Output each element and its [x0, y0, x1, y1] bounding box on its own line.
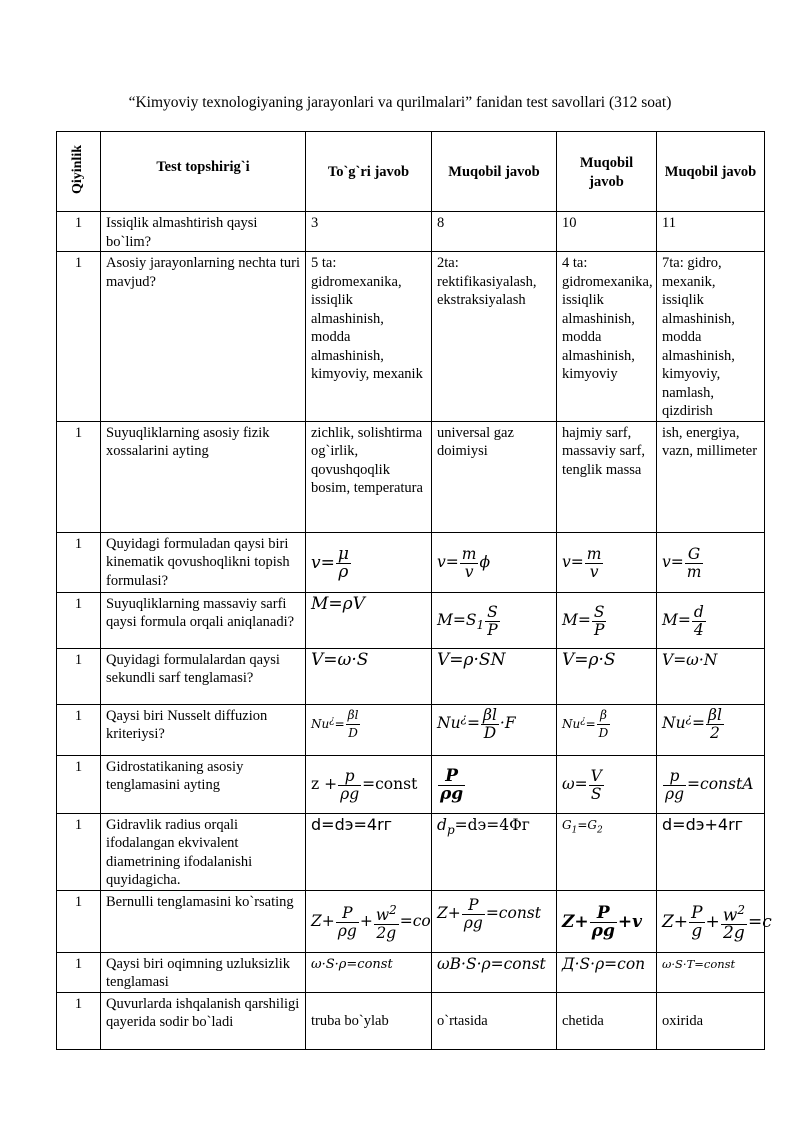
alt-answer-cell: 4 ta: gidromexanika, issiqlik almashinish, modda almashinish, kimyoviy	[557, 252, 657, 422]
alt-answer-cell	[432, 648, 557, 704]
difficulty-cell: 1	[57, 592, 101, 648]
alt-answer-cell	[557, 813, 657, 890]
alt-answer-cell	[657, 890, 772, 952]
formula: v= $\frac{G}{m}$	[662, 544, 702, 581]
correct-answer-cell: zichlik, solishtirma og`irlik, qovushqoqlik bosim, temperatura	[306, 421, 432, 532]
alt-answer-cell	[557, 755, 657, 813]
correct-answer-cell: 5 ta: gidromexanika, issiqlik almashinish, modda almashinish, kimyoviy, mexanik	[306, 252, 432, 422]
alt-answer-cell	[432, 532, 557, 592]
formula: z + $\frac{p}{\rho g}$ =const	[311, 766, 418, 803]
formula: Z+ $\frac{P}{\rho g}$ +v	[562, 902, 642, 941]
alt-answer-cell	[657, 755, 765, 813]
table-row	[57, 592, 765, 648]
alt-answer-cell	[432, 704, 557, 755]
formula: ωB·S·ρ=const	[437, 954, 546, 973]
formula: ω·S·T=const	[662, 956, 736, 971]
correct-answer-cell	[306, 592, 432, 648]
table-row	[57, 648, 765, 704]
question-cell: Qaysi biri Nusselt diffuzion kriteriysi?	[101, 704, 306, 755]
formula: V=ω·S	[311, 649, 369, 670]
formula: M= $\frac{S}{P}$	[562, 602, 605, 639]
table-row	[57, 532, 765, 592]
difficulty-cell: 1	[57, 212, 101, 252]
alt-answer-cell: 8	[432, 212, 557, 252]
difficulty-cell: 1	[57, 421, 101, 532]
alt-answer-cell: hajmiy sarf, massaviy sarf, tenglik massa	[557, 421, 657, 532]
difficulty-cell: 1	[57, 532, 101, 592]
difficulty-cell: 1	[57, 813, 101, 890]
formula: $M=S_1$ $\frac{S}{P}$	[437, 602, 498, 639]
alt-answer-cell	[657, 592, 765, 648]
alt-answer-cell	[557, 532, 657, 592]
difficulty-cell: 1	[57, 992, 101, 1049]
formula: Z+ $\frac{P}{g}$ + $\frac{w^2}{2g}$ =c	[662, 902, 772, 944]
correct-answer-cell	[306, 890, 432, 952]
table-row	[57, 952, 765, 992]
table-row	[57, 813, 765, 890]
difficulty-cell: 1	[57, 704, 101, 755]
difficulty-cell: 1	[57, 890, 101, 952]
alt-answer-cell	[432, 813, 557, 890]
formula: V=ρ·S	[562, 649, 616, 670]
correct-answer-cell	[306, 952, 432, 992]
alt-answer-cell	[657, 952, 765, 992]
question-cell: Bernulli tenglamasini ko`rsating	[101, 890, 306, 952]
page-title: “Kimyoviy texnologiyaning jarayonlari va qurilmalari” fanidan test savollari (312 soat)	[128, 94, 672, 111]
question-cell: Quyidagi formulalardan qaysi sekundli sarf tenglamasi?	[101, 648, 306, 704]
question-cell: Asosiy jarayonlarning nechta turi mavjud?	[101, 252, 306, 422]
difficulty-cell: 1	[57, 755, 101, 813]
alt-answer-cell	[657, 532, 765, 592]
header-task: Test topshirig`i	[101, 132, 306, 212]
formula: Nu¿= $\frac{\beta l}{D}$	[311, 707, 359, 740]
correct-answer-cell	[306, 704, 432, 755]
table-row	[57, 252, 765, 422]
formula: v= $\frac{m}{v}$ ϕ	[437, 544, 491, 581]
question-cell: Quvurlarda ishqalanish qarshiligi qayerida sodir bo`ladi	[101, 992, 306, 1049]
formula: V=ω·N	[662, 650, 718, 669]
formula: $\frac{P}{\rho g}$	[440, 765, 464, 804]
formula: v= $\frac{m}{v}$	[562, 544, 602, 581]
alt-answer-cell	[557, 890, 657, 952]
alt-answer-cell	[432, 952, 557, 992]
header-alt3: Muqobil javob	[657, 132, 765, 212]
header-difficulty: Qiyinlik	[57, 132, 101, 212]
table-row	[57, 755, 765, 813]
alt-answer-cell: o`rtasida	[432, 992, 557, 1049]
alt-answer-cell: 10	[557, 212, 657, 252]
table-row	[57, 992, 765, 1049]
table-row	[57, 421, 765, 532]
alt-answer-cell	[657, 704, 765, 755]
question-cell: Suyuqliklarning massaviy sarfi qaysi formula orqali aniqlanadi?	[101, 592, 306, 648]
formula: Z+ $\frac{P}{\rho g}$ + $\frac{w^2}{2g}$ =co	[311, 902, 431, 943]
alt-answer-cell	[432, 755, 557, 813]
alt-answer-cell	[657, 648, 765, 704]
alt-answer-cell: universal gaz doimiysi	[432, 421, 557, 532]
alt-answer-cell	[657, 813, 765, 890]
alt-answer-cell	[557, 592, 657, 648]
alt-answer-cell: 2ta: rektifikasiyalash, ekstraksiyalash	[432, 252, 557, 422]
test-questions-table	[56, 131, 772, 1050]
formula: $\frac{p}{\rho g}$ =constA	[665, 766, 754, 803]
formula: V=ρ·SN	[437, 649, 506, 670]
formula: d=dэ+4rг	[662, 814, 744, 834]
header-alt1: Muqobil javob	[432, 132, 557, 212]
alt-answer-cell: 7ta: gidro, mexanik, issiqlik almashinish, modda almashinish, kimyoviy, namlash, qizdirish	[657, 252, 765, 422]
header-row	[57, 132, 765, 212]
formula: d=dэ=4rг	[311, 814, 393, 834]
formula: Д·S·ρ=con	[562, 954, 646, 973]
difficulty-cell: 1	[57, 952, 101, 992]
formula: $d_p=dэ=4\Phi г$	[437, 815, 530, 837]
difficulty-cell: 1	[57, 252, 101, 422]
alt-answer-cell: 11	[657, 212, 765, 252]
formula: Z+ $\frac{P}{\rho g}$ =const	[437, 895, 541, 932]
question-cell: Suyuqliklarning asosiy fizik xossalarini ayting	[101, 421, 306, 532]
table-row	[57, 212, 765, 252]
alt-answer-cell	[557, 648, 657, 704]
table-row	[57, 704, 765, 755]
question-cell: Qaysi biri oqimning uzluksizlik tenglamasi	[101, 952, 306, 992]
table-row	[57, 890, 765, 952]
formula: M=ρV	[311, 593, 365, 614]
formula: v= $\frac{\mu}{\rho}$	[311, 543, 349, 582]
correct-answer-cell: truba bo`ylab	[306, 992, 432, 1049]
question-cell: Quyidagi formuladan qaysi biri kinematik qovushoqlikni topish formulasi?	[101, 532, 306, 592]
header-alt2: Muqobil javob	[557, 132, 657, 212]
correct-answer-cell	[306, 532, 432, 592]
alt-answer-cell	[557, 704, 657, 755]
question-cell: Gidrostatikaning asosiy tenglamasini ayting	[101, 755, 306, 813]
formula: ω·S·ρ=const	[311, 956, 393, 972]
formula: $G_1=G_2$	[562, 817, 603, 835]
formula: M= $\frac{d}{4}$	[662, 602, 704, 639]
correct-answer-cell: 3	[306, 212, 432, 252]
alt-answer-cell	[557, 952, 657, 992]
alt-answer-cell: ish, energiya, vazn, millimeter	[657, 421, 765, 532]
correct-answer-cell	[306, 648, 432, 704]
alt-answer-cell: oxirida	[657, 992, 765, 1049]
formula: Nu¿= $\frac{\beta}{D}$	[562, 707, 609, 740]
correct-answer-cell	[306, 813, 432, 890]
alt-answer-cell	[432, 890, 557, 952]
difficulty-cell: 1	[57, 648, 101, 704]
formula: Nu¿= $\frac{\beta l}{2}$	[662, 705, 722, 742]
correct-answer-cell	[306, 755, 432, 813]
question-cell: Gidravlik radius orqali ifodalangan ekvivalent diametrining ifodalanishi quyidagicha.	[101, 813, 306, 890]
alt-answer-cell: chetida	[557, 992, 657, 1049]
header-correct: To`g`ri javob	[306, 132, 432, 212]
alt-answer-cell	[432, 592, 557, 648]
formula: Nu¿= $\frac{\beta l}{D}$ ·F	[437, 705, 516, 742]
formula: ω= $\frac{V}{S}$	[562, 766, 602, 803]
question-cell: Issiqlik almashtirish qaysi bo`lim?	[101, 212, 306, 252]
